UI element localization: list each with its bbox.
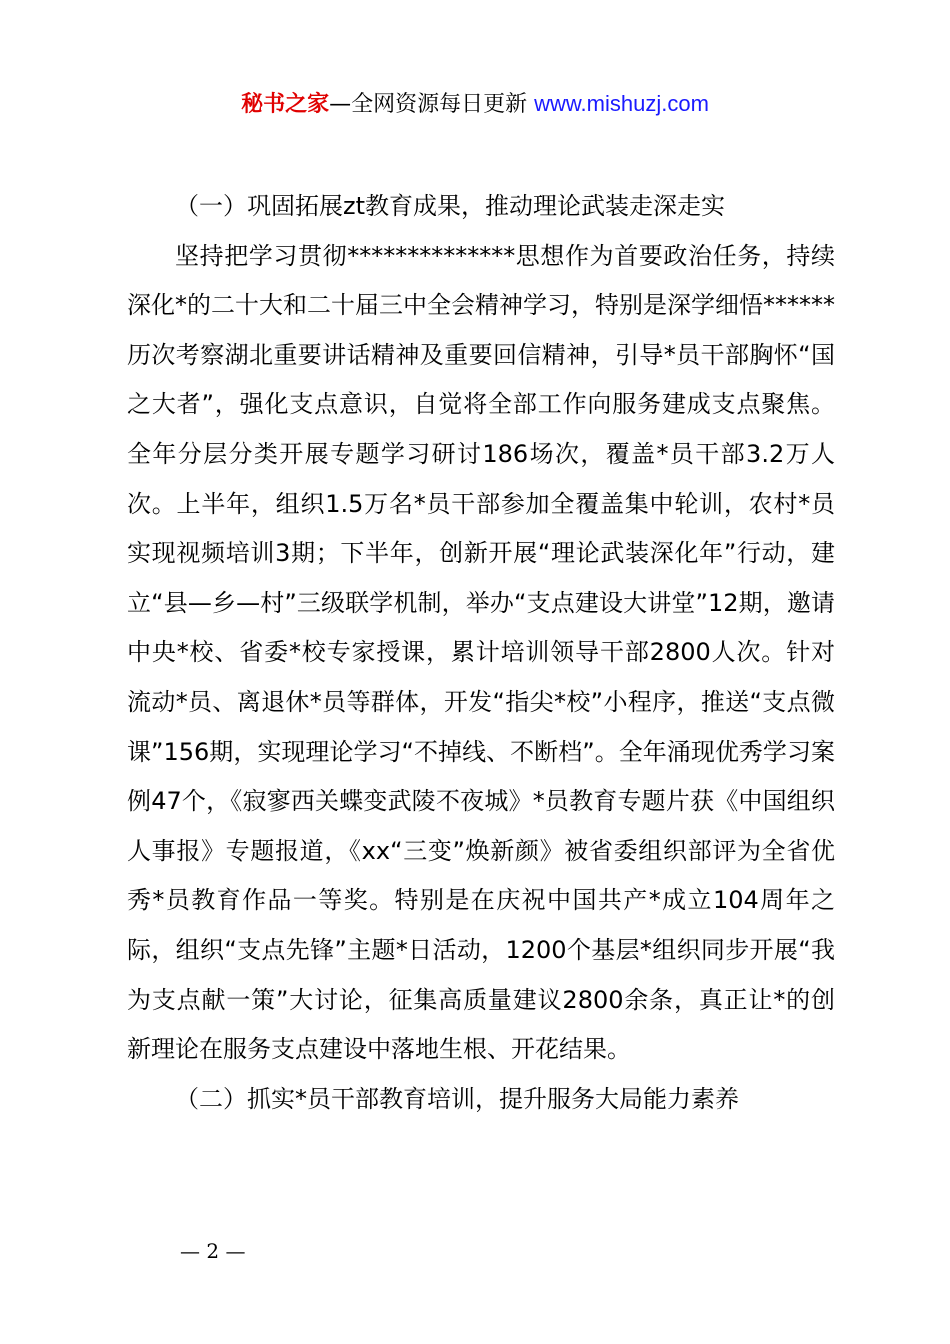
site-header-banner: [0, 88, 950, 121]
document-body: [127, 182, 835, 1124]
header-url-link[interactable]: www.mishuzj.com: [534, 91, 709, 116]
header-tagline: —全网资源每日更新: [329, 92, 528, 117]
brand-name: 秘书之家: [241, 92, 330, 117]
body-paragraph-1: 坚持把学习贯彻**************思想作为首要政治任务，持续深化*的二十大和二十届三中全会精神学习，特别是深学细悟******历次考察湖北重要讲话精神及重要回信精神，引导*员干部胸怀“国之大者”，强化支点意识，自觉将全部工作向服务建成支点聚焦。全年分层分类开展专题学习研讨186场次，覆盖*员干部3.2万人次。上半年，组织1.5万名*员干部参加全覆盖集中轮训，农村*员实现视频培训3期；下半年，创新开展“理论武装深化年”行动，建立“县—乡—村”三级联学机制，举办“支点建设大讲堂”12期，邀请中央*校、省委*校专家授课，累计培训领导干部2800人次。针对流动*员、离退休*员等群体，开发“指尖*校”小程序，推送“支点微课”156期，实现理论学习“不掉线、不断档”。全年涌现优秀学习案例47个，《寂寥西关蝶变武陵不夜城》*员教育专题片获《中国组织人事报》专题报道，《xx“三变”焕新颜》被省委组织部评为全省优秀*员教育作品一等奖。特别是在庆祝中国共产*成立104周年之际，组织“支点先锋”主题*日活动，1200个基层*组织同步开展“我为支点献一策”大讨论，征集高质量建议2800余条，真正让*的创新理论在服务支点建设中落地生根、开花结果。: [127, 241, 835, 1064]
page-number: — 2 —: [180, 1239, 246, 1263]
section-heading-2: （二）抓实*员干部教育培训，提升服务大局能力素养: [175, 1084, 739, 1113]
section-heading-1: （一）巩固拓展zt教育成果，推动理论武装走深走实: [175, 192, 726, 220]
